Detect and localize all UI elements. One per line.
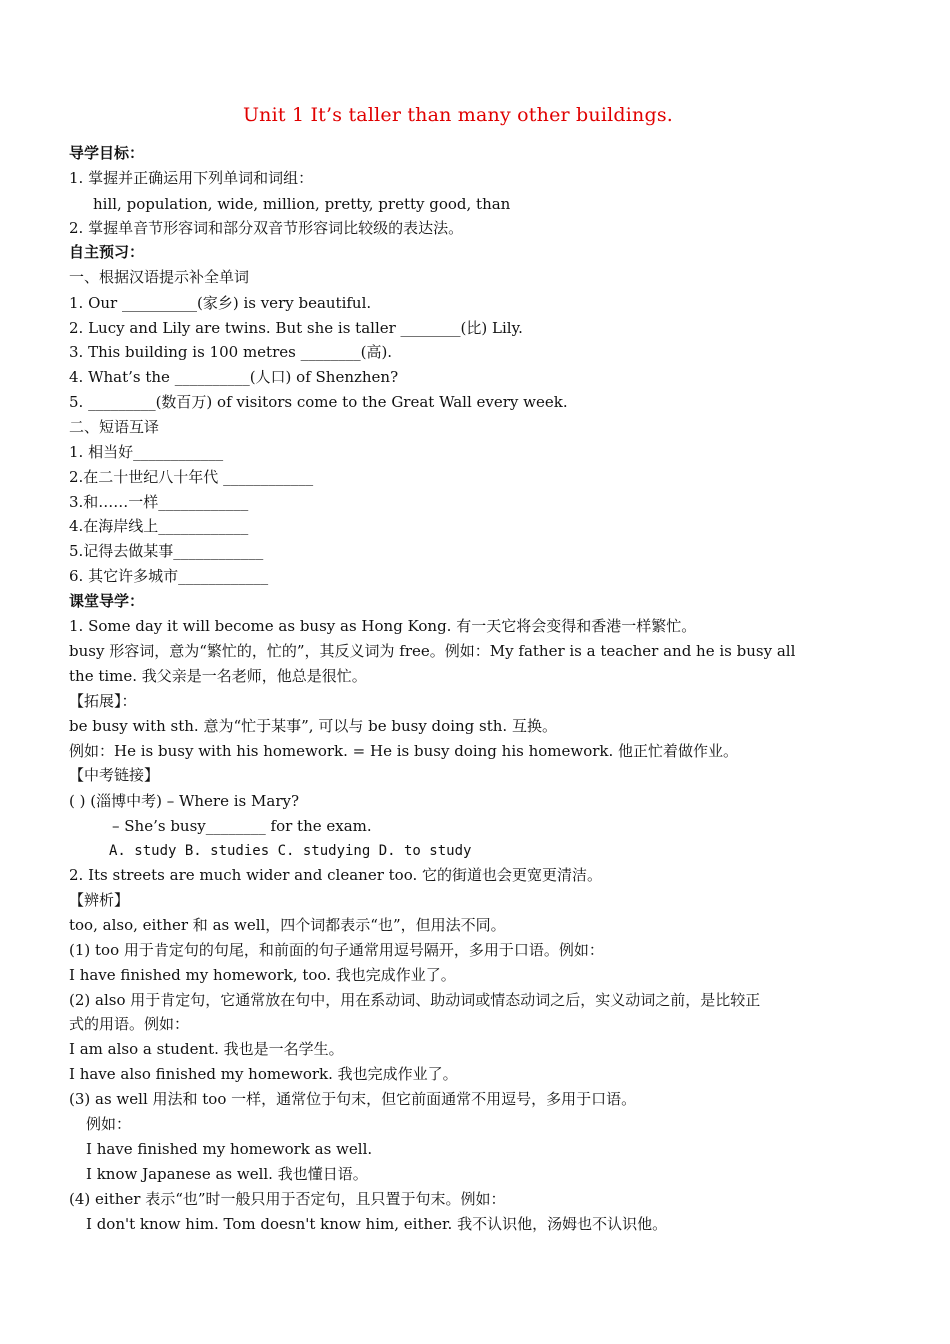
analysis-line: I have finished my homework, too. 我也完成作业了。 xyxy=(69,966,456,984)
part2-heading: 二、短语互译 xyxy=(69,418,160,436)
exam-answer-line: – She’s busy________ for the exam. xyxy=(112,817,372,835)
analysis-label: 【辨析】 xyxy=(69,891,130,909)
exam-link-label: 【中考链接】 xyxy=(69,766,160,784)
analysis-line: 式的用语。例如： xyxy=(69,1015,190,1033)
phrase-item: 4.在海岸线上____________ xyxy=(69,517,249,535)
analysis-line: (3) as well 用法和 too 一样，通常位于句末，但它前面通常不用逗号，多用于口语。 xyxy=(69,1090,637,1108)
fill-item: 4. What’s the __________(人口) of Shenzhen? xyxy=(69,368,399,386)
phrase-item: 1. 相当好____________ xyxy=(69,443,224,461)
analysis-line: (1) too 用于肯定句的句尾，和前面的句子通常用逗号隔开，多用于口语。例如： xyxy=(69,941,604,959)
phrase-item: 2.在二十世纪八十年代 ____________ xyxy=(69,468,314,486)
fill-item: 2. Lucy and Lily are twins. But she is taller ________(比) Lily. xyxy=(69,319,523,337)
fill-item: 5. _________(数百万) of visitors come to the Great Wall every week. xyxy=(69,393,568,411)
sentence-2: 2. Its streets are much wider and cleaner too. 它的街道也会更宽更清洁。 xyxy=(69,866,602,884)
part1-heading: 一、根据汉语提示补全单词 xyxy=(69,268,250,286)
analysis-line: (4) either 表示“也”时一般只用于否定句，且只置于句末。例如： xyxy=(69,1190,506,1208)
exam-question: ( ) (淄博中考) – Where is Mary? xyxy=(69,792,300,810)
expand-line-1: be busy with sth. 意为“忙于某事”, 可以与 be busy doing sth. 互换。 xyxy=(69,717,557,735)
expand-line-2: 例如：He is busy with his homework. = He is busy doing his homework. 他正忙着做作业。 xyxy=(69,742,739,760)
analysis-line: I know Japanese as well. 我也懂日语。 xyxy=(86,1165,368,1183)
fill-item: 1. Our __________(家乡) is very beautiful. xyxy=(69,294,372,312)
busy-note-line-1: busy 形容词，意为“繁忙的，忙的”，其反义词为 free。例如：My father is a teacher and he is busy all xyxy=(69,642,796,660)
analysis-line: (2) also 用于肯定句，它通常放在句中，用在系动词、助动词或情态动词之后，实义动词之前，是比较正 xyxy=(69,991,761,1009)
goals-item-2: 2. 掌握单音节形容词和部分双音节形容词比较级的表达法。 xyxy=(69,219,464,237)
goals-item-1: 1. 掌握并正确运用下列单词和词组： xyxy=(69,169,314,187)
phrase-item: 6. 其它许多城市____________ xyxy=(69,567,269,585)
analysis-line: I have finished my homework as well. xyxy=(86,1140,373,1158)
analysis-line: I am also a student. 我也是一名学生。 xyxy=(69,1040,344,1058)
phrase-item: 3.和……一样____________ xyxy=(69,493,249,511)
analysis-line: too, also, either 和 as well，四个词都表示“也”，但用法不同。 xyxy=(69,916,506,934)
unit-title: Unit 1 It’s taller than many other buildings. xyxy=(242,104,674,126)
preview-heading: 自主预习： xyxy=(69,243,145,261)
busy-note-line-2: the time. 我父亲是一名老师，他总是很忙。 xyxy=(69,667,367,685)
analysis-line: I don't know him. Tom doesn't know him, either. 我不认识他，汤姆也不认识他。 xyxy=(86,1215,668,1233)
class-heading: 课堂导学： xyxy=(69,592,145,610)
phrase-item: 5.记得去做某事____________ xyxy=(69,542,264,560)
sentence-1: 1. Some day it will become as busy as Hong Kong. 有一天它将会变得和香港一样繁忙。 xyxy=(69,617,697,635)
analysis-line: I have also finished my homework. 我也完成作业了。 xyxy=(69,1065,458,1083)
fill-item: 3. This building is 100 metres ________(高). xyxy=(69,343,393,361)
analysis-line: 例如： xyxy=(86,1115,132,1133)
goals-heading: 导学目标： xyxy=(69,144,145,162)
goals-word-list: hill, population, wide, million, pretty, pretty good, than xyxy=(93,195,511,213)
expand-label: 【拓展】： xyxy=(69,692,137,710)
exam-options: A. study B. studies C. studying D. to study xyxy=(109,843,472,859)
